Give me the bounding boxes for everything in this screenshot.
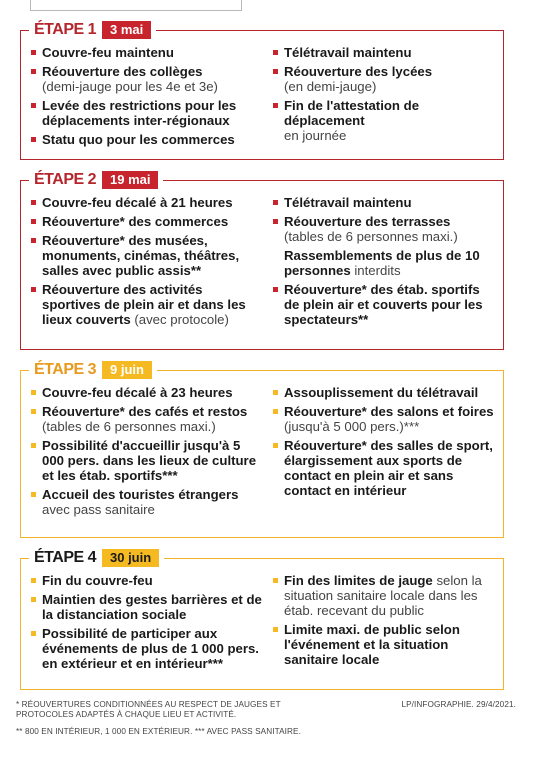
stage-2-header [29,171,163,189]
list-item: Assouplissement du télétravail [273,385,495,400]
stage-2-left-column [31,195,263,331]
footnote-1: * RÉOUVERTURES CONDITIONNÉES AU RESPECT DE JAUGES ET PROTOCOLES ADAPTÉS À CHAQUE LIEU ET ACTIVITÉ. [16,700,281,719]
list-item: Réouverture des lycées (en demi-jauge) [273,64,495,94]
bullet-icon [31,200,36,205]
bullet-icon [273,627,278,632]
list-item: Réouverture* des commerces [31,214,263,229]
list-item: Levée des restrictions pour les déplacements inter-régionaux [31,98,263,128]
bullet-icon [273,200,278,205]
bullet-icon [273,578,278,583]
bullet-icon [31,443,36,448]
bullet-icon [273,219,278,224]
list-item: Possibilité de participer aux événements de plus de 1 000 pers. en extérieur et en intérieur*** [31,626,263,671]
bullet-icon [31,103,36,108]
stage-4-header [29,549,164,567]
bullet-icon [31,219,36,224]
stage-1-box [20,21,504,160]
list-item: Statu quo pour les commerces [31,132,263,147]
stage-4-left-column [31,573,263,675]
stage-4-box [20,549,504,690]
bullet-icon [31,597,36,602]
list-item: Fin de l'attestation de déplacement en journée [273,98,495,143]
stage-4-title: ÉTAPE 4 [34,549,96,566]
top-cropped-box [30,0,242,11]
list-item: Réouverture* des étab. sportifs de plein air et couverts pour les spectateurs** [273,282,495,327]
bullet-icon [31,238,36,243]
stage-2-title: ÉTAPE 2 [34,171,96,188]
bullet-icon [31,390,36,395]
stage-1-date: 3 mai [102,21,151,39]
list-item: Fin des limites de jauge selon la situation sanitaire locale dans les étab. recevant du public [273,573,495,618]
stage-3-header [29,361,157,379]
credit: LP/INFOGRAPHIE. 29/4/2021. [401,700,516,709]
list-item: Télétravail maintenu [273,195,495,210]
stage-4-date: 30 juin [102,549,159,567]
bullet-icon [31,578,36,583]
list-item: Réouverture* des salons et foires (jusqu'à 5 000 pers.)*** [273,404,495,434]
list-item: Télétravail maintenu [273,45,495,60]
list-item: Accueil des touristes étrangers avec pass sanitaire [31,487,263,517]
list-item: Possibilité d'accueillir jusqu'à 5 000 pers. dans les lieux de culture et les étab. sportifs*** [31,438,263,483]
list-item: Réouverture des collèges (demi-jauge pour les 4e et 3e) [31,64,263,94]
list-item: Maintien des gestes barrières et de la distanciation sociale [31,592,263,622]
list-item: Rassemblements de plus de 10 personnes interdits [284,248,480,278]
bullet-icon [273,443,278,448]
bullet-icon [31,631,36,636]
bullet-icon [31,492,36,497]
stage-1-right-column [273,45,495,151]
list-item: Fin du couvre-feu [31,573,263,588]
bullet-icon [273,390,278,395]
bullet-icon [273,287,278,292]
stage-3-box [20,361,504,538]
stage-1-title: ÉTAPE 1 [34,21,96,38]
list-item: Réouverture* des cafés et restos (tables de 6 personnes maxi.) [31,404,263,434]
bullet-icon [31,287,36,292]
list-item: Réouverture des activités sportives de plein air et dans les lieux couverts (avec protocole) [31,282,263,327]
stage-2-right-column [273,195,495,331]
stage-1-left-column [31,45,263,151]
bullet-icon [273,103,278,108]
stage-3-right-column [273,385,495,521]
stage-4-right-column [273,573,495,675]
bullet-icon [31,69,36,74]
list-item: Couvre-feu décalé à 21 heures [31,195,263,210]
list-item: Réouverture* des musées, monuments, cinémas, théâtres, salles avec public assis** [31,233,263,278]
list-item: Réouverture* des salles de sport, élargissement aux sports de contact en plein air et sans contact en intérieur [273,438,495,498]
stage-1-header [29,21,156,39]
footnotes [16,700,516,737]
stage-3-left-column [31,385,263,521]
list-item: Couvre-feu décalé à 23 heures [31,385,263,400]
stage-3-title: ÉTAPE 3 [34,361,96,378]
stage-3-date: 9 juin [102,361,152,379]
stage-2-date: 19 mai [102,171,158,189]
bullet-icon [273,69,278,74]
footnote-2: ** 800 EN INTÉRIEUR, 1 000 EN EXTÉRIEUR. *** AVEC PASS SANITAIRE. [16,727,301,736]
list-item: Réouverture des terrasses (tables de 6 personnes maxi.) [273,214,495,244]
bullet-icon [273,50,278,55]
stage-2-box [20,171,504,350]
list-item: Couvre-feu maintenu [31,45,263,60]
bullet-icon [31,50,36,55]
bullet-icon [273,409,278,414]
bullet-icon [31,137,36,142]
list-item: Limite maxi. de public selon l'événement et la situation sanitaire locale [273,622,495,667]
bullet-icon [31,409,36,414]
